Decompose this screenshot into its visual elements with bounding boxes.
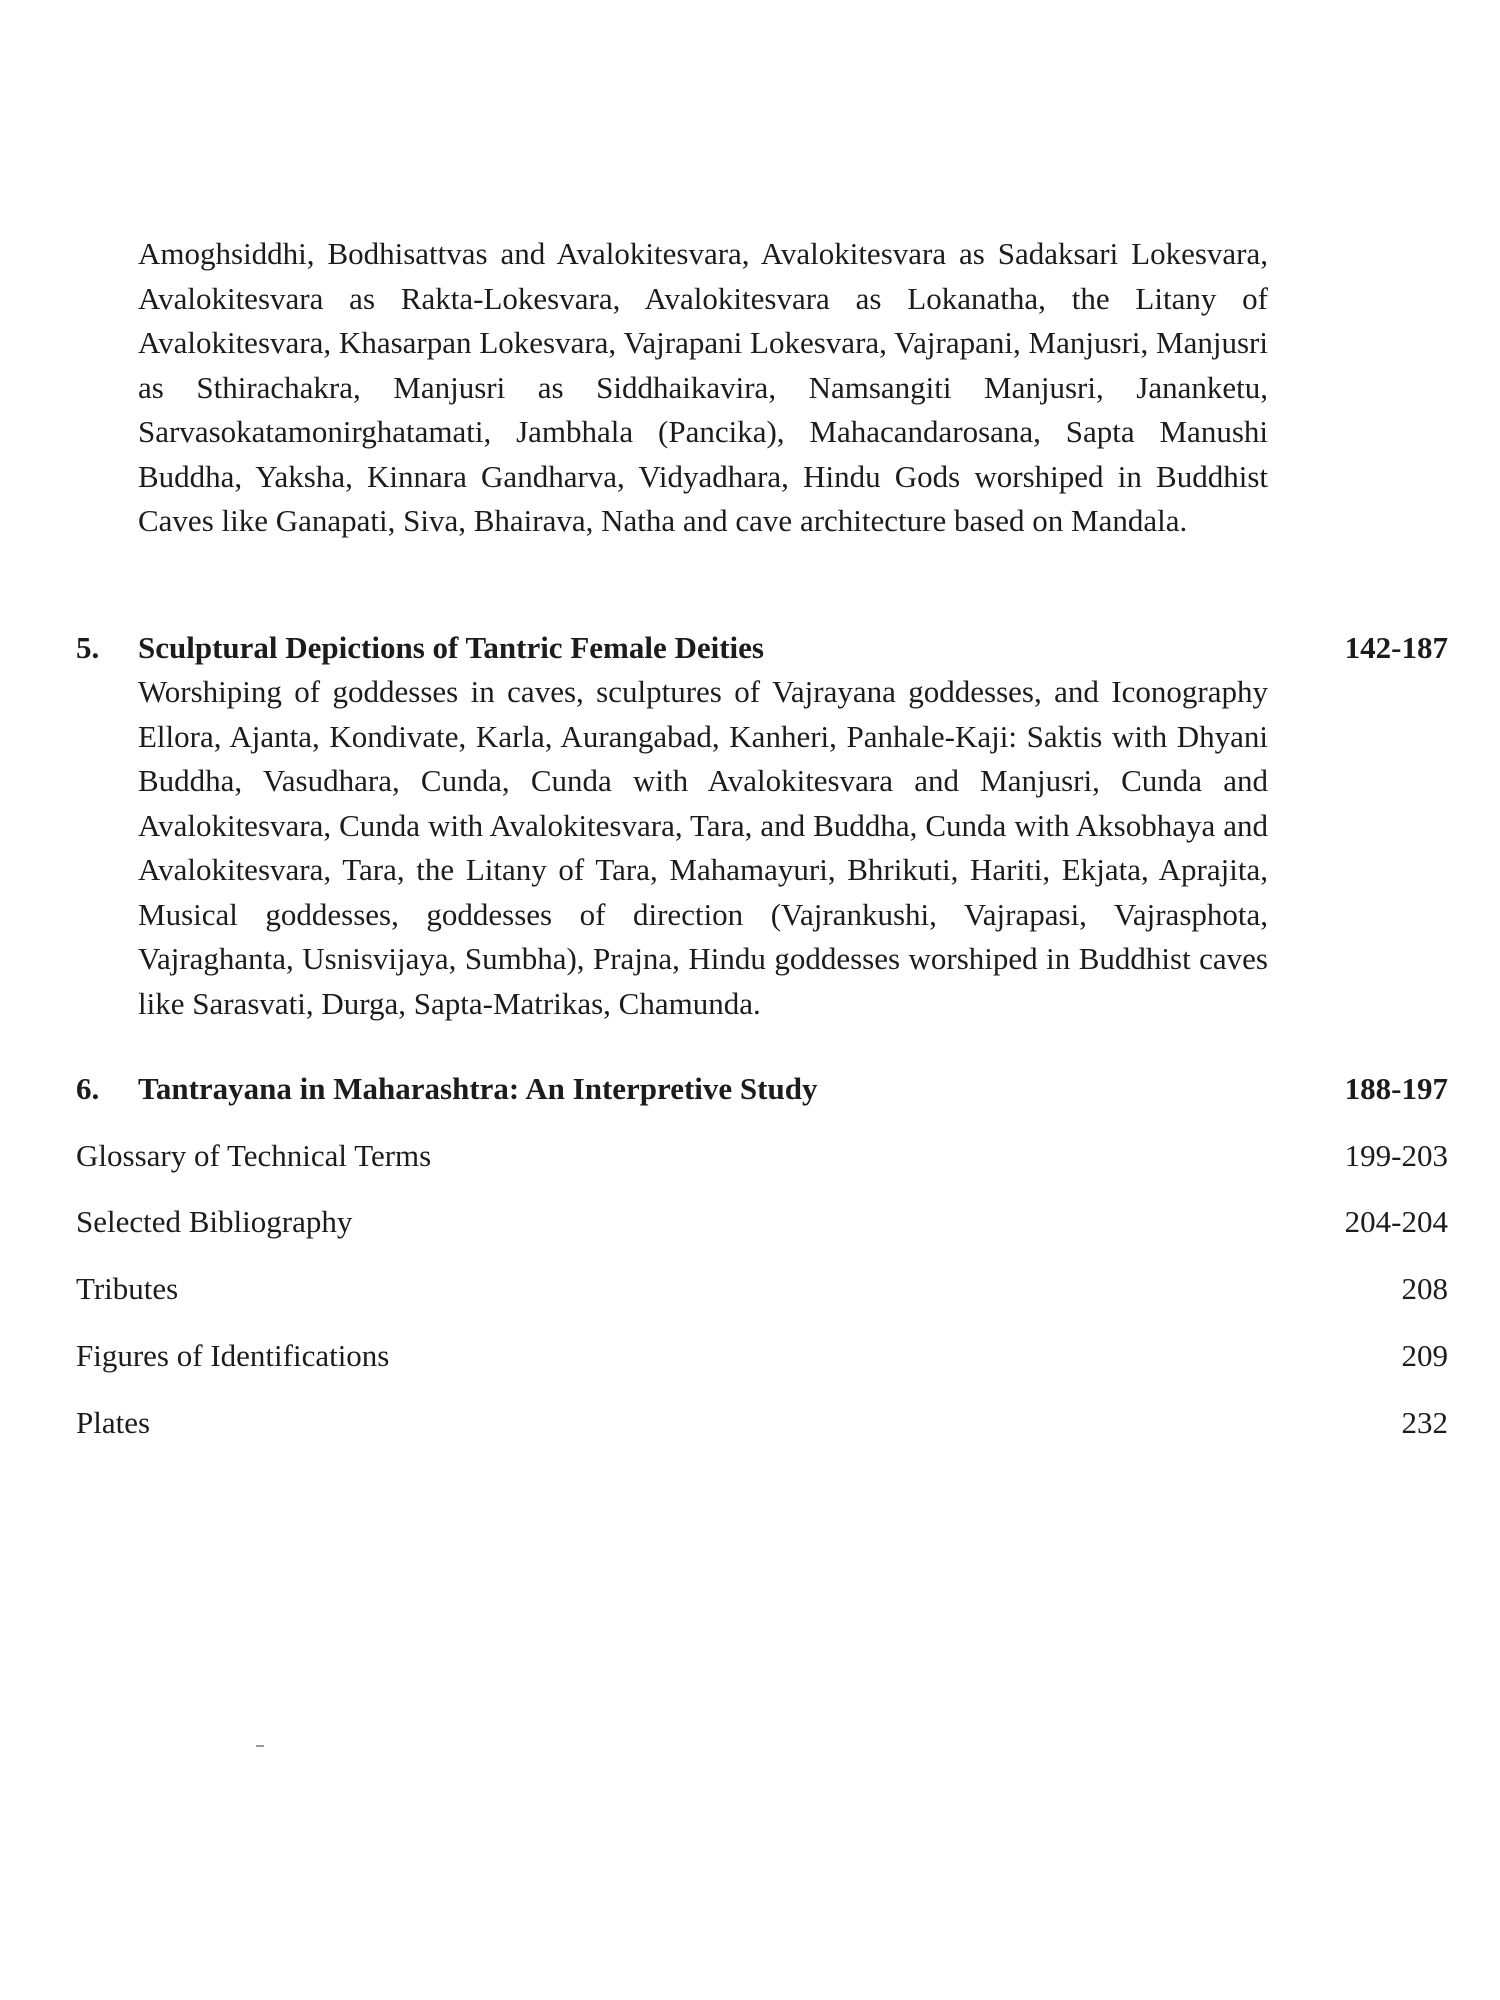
toc-entry-chapter-6[interactable] (76, 1065, 1448, 1113)
chapter-title: Tantrayana in Maharashtra: An Interpretive Study (138, 1071, 818, 1106)
scan-artifact-mark (256, 1745, 264, 1747)
chapter-page-range: 142-187 (1344, 630, 1448, 665)
chapter-title: Sculptural Depictions of Tantric Female Deities (138, 630, 764, 665)
entry-label: Tributes (76, 1271, 179, 1306)
toc-entry-chapter-5[interactable] (76, 624, 1448, 672)
entry-label: Plates (76, 1405, 151, 1440)
toc-entry-bibliography[interactable] (76, 1198, 1448, 1246)
entry-label: Selected Bibliography (76, 1204, 353, 1239)
entry-label: Glossary of Technical Terms (76, 1138, 432, 1173)
chapter-page-range: 188-197 (1344, 1071, 1448, 1106)
entry-page-number: 209 (1401, 1338, 1448, 1373)
toc-entry-figures[interactable] (76, 1332, 1448, 1380)
toc-entry-glossary[interactable] (76, 1132, 1448, 1180)
entry-page-range: 204-204 (1344, 1204, 1448, 1239)
chapter-4-continued-description: Amoghsiddhi, Bodhisattvas and Avalokitesvara, Avalokitesvara as Sadaksari Lokesvara, Avalokitesvara as Rakta-Lokesvara, Avalokitesvara as Lokanatha, the Litany of Avalokitesvara, Khasarpan Lokesvara, Vajrapani Lokesvara, Vajrapani, Manjusri, Manjusri as Sthirachakra, Manjusri as Siddhaikavira, Namsangiti Manjusri, Jananketu, Sarvasokatamonirghatamati, Jambhala (Pancika), Mahacandarosana, Sapta Manushi Buddha, Yaksha, Kinnara Gandharva, Vidyadhara, Hindu Gods worshiped in Buddhist Caves like Ganapati, Siva, Bhairava, Natha and cave architecture based on Mandala. (138, 236, 1268, 538)
entry-page-number: 208 (1401, 1271, 1448, 1306)
toc-entry-plates[interactable] (76, 1399, 1448, 1447)
chapter-5-description: Worshiping of goddesses in caves, sculptures of Vajrayana goddesses, and Iconography Ellora, Ajanta, Kondivate, Karla, Aurangabad, Kanheri, Panhale-Kaji: Saktis with Dhyani Buddha, Vasudhara, Cunda, Cunda with Avalokitesvara and Manjusri, Cunda and Avalokitesvara, Cunda with Avalokitesvara, Tara, and Buddha, Cunda with Aksobhaya and Avalokitesvara, Tara, the Litany of Tara, Mahamayuri, Bhrikuti, Hariti, Ekjata, Aprajita, Musical goddesses, goddesses of direction (Vajrankushi, Vajrapasi, Vajrasphota, Vajraghanta, Usnisvijaya, Sumbha), Prajna, Hindu goddesses worshiped in Buddhist caves like Sarasvati, Durga, Sapta-Matrikas, Chamunda. (138, 674, 1268, 1021)
chapter-number: 6. (76, 1071, 100, 1106)
toc-entry-tributes[interactable] (76, 1265, 1448, 1313)
chapter-number: 5. (76, 630, 100, 665)
entry-page-range: 199-203 (1344, 1138, 1448, 1173)
entry-page-number: 232 (1401, 1405, 1448, 1440)
entry-label: Figures of Identifications (76, 1338, 390, 1373)
